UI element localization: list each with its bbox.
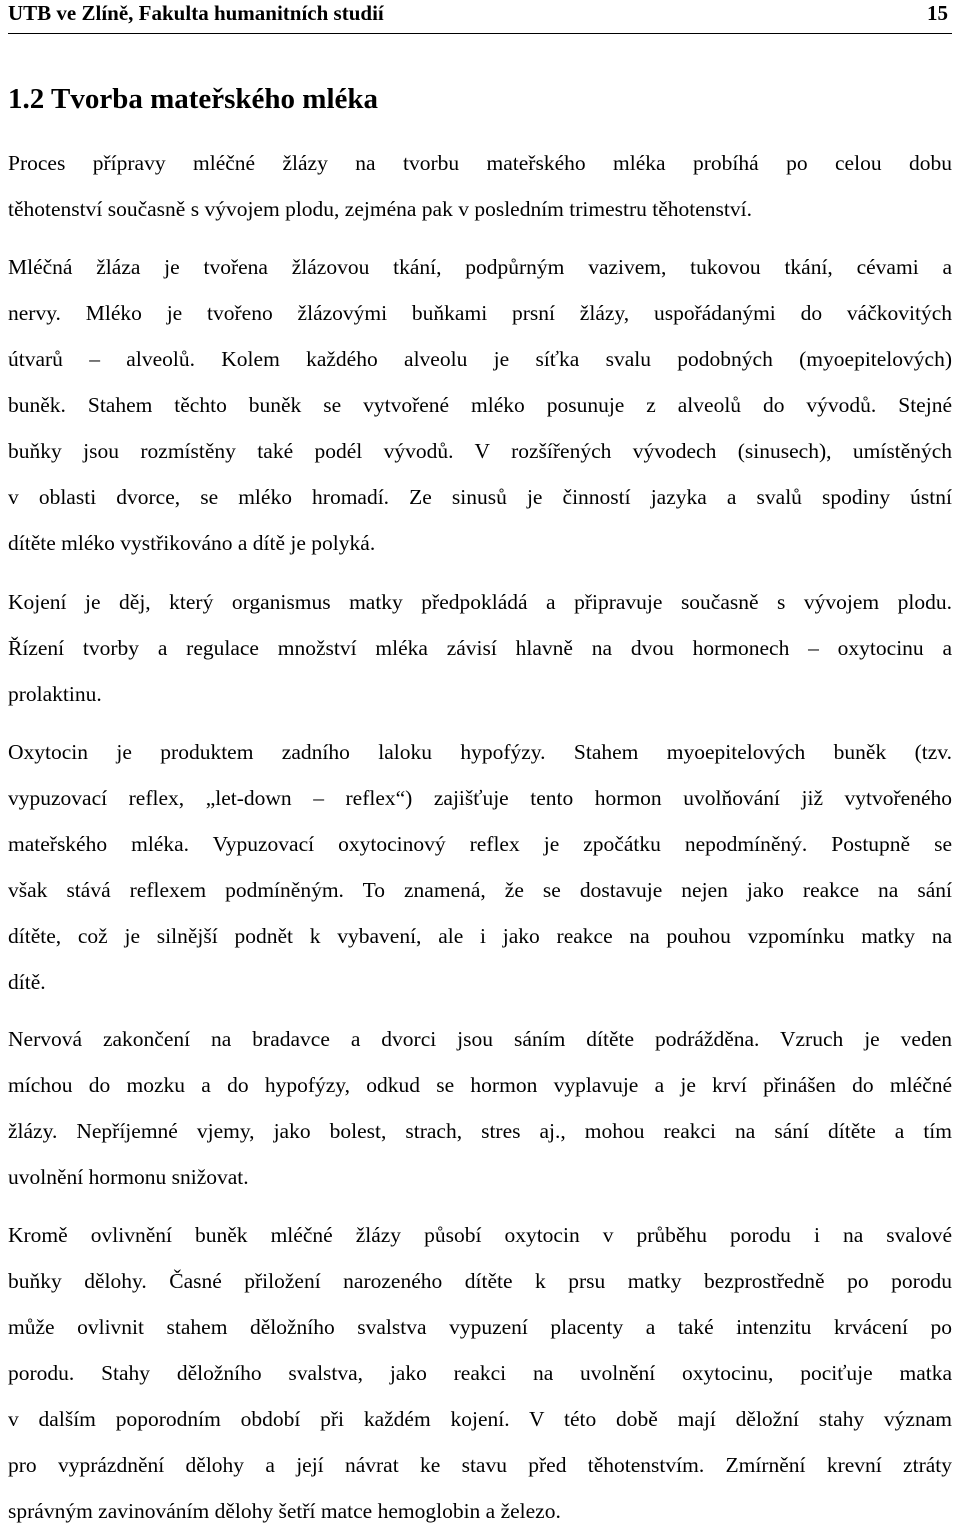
paragraph-2 [8, 244, 952, 566]
text-line: buňky dělohy. Časné přiložení narozeného dítěte k prsu matky bezprostředně po porodu [8, 1269, 952, 1293]
text-line: buňky jsou rozmístěny také podél vývodů. V rozšířených vývodech (sinusech), umístěných [8, 439, 952, 463]
paragraph-4 [8, 729, 952, 1005]
text-line: útvarů – alveolů. Kolem každého alveolu je síťka svalu podobných (myoepitelových) [8, 347, 952, 371]
text-line: Oxytocin je produktem zadního laloku hypofýzy. Stahem myoepitelových buněk (tzv. [8, 740, 952, 764]
paragraph-1 [8, 140, 952, 232]
text-line: prolaktinu. [8, 682, 102, 706]
paragraph-3 [8, 579, 952, 717]
text-line: Kromě ovlivnění buněk mléčné žlázy působí oxytocin v průběhu porodu i na svalové [8, 1223, 952, 1247]
text-line: pro vyprázdnění dělohy a její návrat ke stavu před těhotenstvím. Zmírnění krevní ztráty [8, 1453, 952, 1477]
text-line: Nervová zakončení na bradavce a dvorci jsou sáním dítěte podrážděna. Vzruch je veden [8, 1027, 952, 1051]
header-divider [8, 33, 952, 34]
text-line: žlázy. Nepříjemné vjemy, jako bolest, strach, stres aj., mohou reakci na sání dítěte a tím [8, 1119, 952, 1143]
text-line: však stává reflexem podmíněným. To znamená, že se dostavuje nejen jako reakce na sání [8, 878, 952, 902]
text-line: porodu. Stahy děložního svalstva, jako reakci na uvolnění oxytocinu, pociťuje matka [8, 1361, 952, 1385]
page-number: 15 [927, 1, 948, 25]
text-line: uvolnění hormonu snižovat. [8, 1165, 249, 1189]
header-title: UTB ve Zlíně, Fakulta humanitních studií [8, 1, 384, 25]
text-line: těhotenství současně s vývojem plodu, zejména pak v posledním trimestru těhotenství. [8, 197, 752, 221]
text-line: správným zavinováním dělohy šetří matce hemoglobin a železo. [8, 1499, 561, 1523]
text-line: mateřského mléka. Vypuzovací oxytocinový reflex je zpočátku nepodmíněný. Postupně se [8, 832, 952, 856]
text-line: dítěte mléko vystřikováno a dítě je polyká. [8, 531, 376, 555]
text-line: Mléčná žláza je tvořena žlázovou tkání, podpůrným vazivem, tukovou tkání, cévami a [8, 255, 952, 279]
text-line: dítě. [8, 970, 46, 994]
text-line: buněk. Stahem těchto buněk se vytvořené mléko posunuje z alveolů do vývodů. Stejné [8, 393, 952, 417]
text-line: Řízení tvorby a regulace množství mléka závisí hlavně na dvou hormonech – oxytocinu a [8, 636, 952, 660]
text-line: vypuzovací reflex, „let-down – reflex“) zajišťuje tento hormon uvolňování již vytvořeného [8, 786, 952, 810]
section-title: 1.2 Tvorba mateřského mléka [8, 83, 379, 115]
text-line: v oblasti dvorce, se mléko hromadí. Ze sinusů je činností jazyka a svalů spodiny ústní [8, 485, 952, 509]
text-line: míchou do mozku a do hypofýzy, odkud se hormon vyplavuje a je krví přinášen do mléčné [8, 1073, 952, 1097]
text-line: nervy. Mléko je tvořeno žlázovými buňkami prsní žlázy, uspořádanými do váčkovitých [8, 301, 952, 325]
text-line: Kojení je děj, který organismus matky předpokládá a připravuje současně s vývojem plodu. [8, 590, 952, 614]
paragraph-5 [8, 1016, 952, 1200]
text-line: může ovlivnit stahem děložního svalstva vypuzení placenty a také intenzitu krvácení po [8, 1315, 952, 1339]
page-header [8, 0, 952, 30]
text-line: dítěte, což je silnější podnět k vybavení, ale i jako reakce na pouhou vzpomínku matky na [8, 924, 952, 948]
paragraph-6 [8, 1212, 952, 1534]
text-line: v dalším poporodním období při každém kojení. V této době mají děložní stahy význam [8, 1407, 952, 1431]
text-line: Proces přípravy mléčné žlázy na tvorbu mateřského mléka probíhá po celou dobu [8, 151, 952, 175]
